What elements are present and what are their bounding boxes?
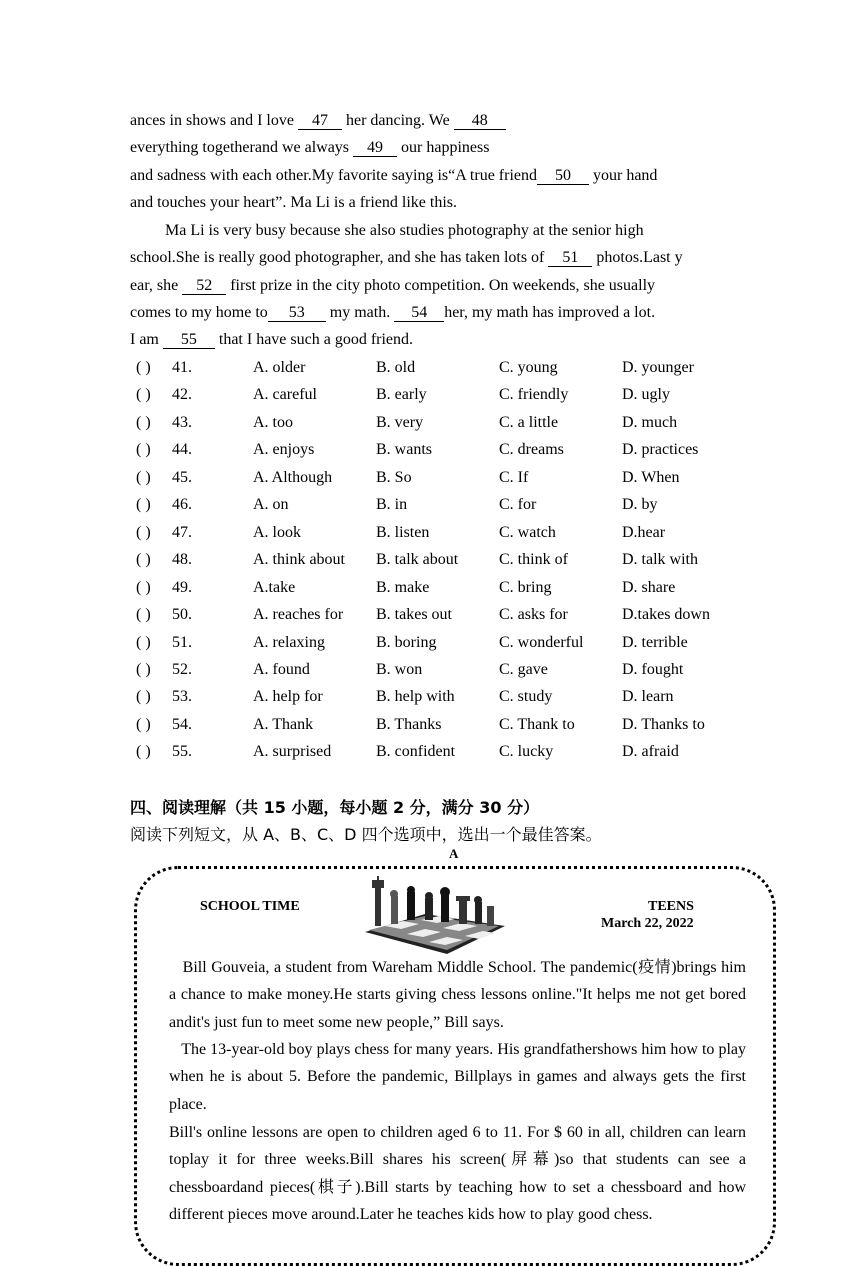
- blank-50: 50: [537, 168, 589, 185]
- line-text: I am: [130, 331, 163, 348]
- answer-parentheses: ( ): [136, 660, 151, 678]
- newsletter-date: March 22, 2022: [601, 916, 694, 931]
- option-a: A. surprised: [253, 743, 332, 761]
- option-c: C. young: [499, 359, 558, 376]
- question-number: 48.: [172, 551, 192, 569]
- option-c: C. dreams: [499, 441, 564, 459]
- question-number: 53.: [172, 688, 192, 706]
- option-a: A. too: [253, 413, 293, 431]
- option-d: D. Thanks to: [622, 715, 705, 733]
- option-a: A. found: [253, 660, 310, 678]
- question-number: 45.: [172, 468, 192, 486]
- option-b: B. confident: [376, 743, 456, 761]
- option-b: B. very: [376, 413, 424, 431]
- newsletter-paragraph-3: Bill's online lessons are open to children aged 6 to 11. For $ 60 in all, children can learn toplay it for three weeks.Bill shares his screen(屏幕)so that students can see a chessboardand pieces(棋子).Bill starts by teaching how to set a chessboard and how different pieces move around.Later he teaches kids how to play good chess.: [169, 1124, 746, 1224]
- option-a: A. help for: [253, 688, 323, 706]
- line-text: photos.Last y: [592, 249, 683, 266]
- question-number: 46.: [172, 496, 192, 514]
- option-b: B. boring: [376, 633, 437, 651]
- option-c: C. friendly: [499, 386, 569, 404]
- section-title: 四、阅读理解（共 15 小题，每小题 2 分，满分 30 分）: [130, 798, 540, 817]
- question-number: 55.: [172, 743, 192, 761]
- line-text: ear, she: [130, 277, 183, 294]
- answer-parentheses: ( ): [136, 688, 151, 706]
- option-c: C. bring: [499, 578, 552, 596]
- answer-parentheses: ( ): [136, 359, 151, 376]
- blank-54: 54: [394, 305, 444, 322]
- option-row: [130, 467, 750, 489]
- blank-53: 53: [268, 305, 326, 322]
- option-c: C. think of: [499, 551, 568, 569]
- passage-line-5: [165, 221, 644, 241]
- option-b: B. So: [376, 468, 412, 486]
- option-d: D. share: [622, 578, 676, 596]
- option-row: [130, 632, 750, 654]
- option-b: B. help with: [376, 688, 455, 706]
- newsletter-left-header: SCHOOL TIME: [200, 899, 300, 914]
- option-b: B. Thanks: [376, 715, 442, 733]
- blank-51: 51: [548, 250, 592, 267]
- option-c: C. watch: [499, 523, 556, 541]
- option-a: A. Although: [253, 468, 333, 486]
- option-b: B. takes out: [376, 606, 452, 624]
- passage-letter: A: [449, 846, 459, 861]
- passage-line-3: [130, 166, 657, 186]
- option-row: [130, 384, 750, 406]
- option-d: D. ugly: [622, 386, 670, 404]
- answer-parentheses: ( ): [136, 468, 151, 486]
- question-number: 52.: [172, 660, 192, 678]
- question-number: 54.: [172, 715, 192, 733]
- option-row: [130, 659, 750, 681]
- answer-parentheses: ( ): [136, 551, 151, 569]
- passage-line-6: [130, 248, 683, 268]
- answer-parentheses: ( ): [136, 413, 151, 431]
- option-a: A. relaxing: [253, 633, 325, 651]
- section-instruction: 阅读下列短文，从 A、B、C、D 四个选项中，选出一个最佳答案。: [130, 825, 602, 844]
- option-d: D. learn: [622, 688, 674, 706]
- line-text: first prize in the city photo competition. On weekends, she usually: [226, 277, 656, 294]
- option-d: D. younger: [622, 359, 694, 376]
- chessboard-image: [355, 874, 507, 956]
- option-a: A. careful: [253, 386, 317, 404]
- option-b: B. talk about: [376, 551, 459, 569]
- question-number: 51.: [172, 633, 192, 651]
- answer-parentheses: ( ): [136, 578, 151, 596]
- option-c: C. Thank to: [499, 715, 575, 733]
- passage-line-1: [130, 111, 506, 131]
- blank-49: 49: [353, 140, 397, 157]
- option-b: B. in: [376, 496, 408, 514]
- question-number: 44.: [172, 441, 192, 459]
- option-row: [130, 412, 750, 434]
- option-a: A. think about: [253, 551, 345, 569]
- option-b: B. won: [376, 660, 423, 678]
- line-text: our happiness: [397, 139, 490, 156]
- option-b: B. listen: [376, 523, 430, 541]
- option-row: [130, 549, 750, 571]
- answer-parentheses: ( ): [136, 743, 151, 761]
- answer-parentheses: ( ): [136, 715, 151, 733]
- question-number: 42.: [172, 386, 192, 404]
- option-d: D.hear: [622, 523, 666, 541]
- option-row: [130, 577, 750, 599]
- line-text: school.She is really good photographer, and she has taken lots of: [130, 249, 549, 266]
- option-row: [130, 604, 750, 626]
- option-b: B. make: [376, 578, 430, 596]
- option-d: D. much: [622, 413, 678, 431]
- option-c: C. gave: [499, 660, 548, 678]
- option-a: A. look: [253, 523, 301, 541]
- newsletter-right-header: TEENS: [648, 899, 694, 914]
- option-c: C. asks for: [499, 606, 568, 624]
- option-row: [130, 357, 750, 379]
- line-text: her, my math has improved a lot.: [444, 304, 656, 321]
- option-c: C. a little: [499, 413, 559, 431]
- line-text: comes to my home to: [130, 304, 268, 321]
- line-text: my math.: [325, 304, 395, 321]
- answer-parentheses: ( ): [136, 441, 151, 459]
- option-c: C. lucky: [499, 743, 554, 761]
- option-a: A. reaches for: [253, 606, 344, 624]
- option-a: A.take: [253, 578, 296, 596]
- line-text: ances in shows and I love: [130, 112, 298, 129]
- blank-48: 48: [454, 113, 506, 130]
- answer-parentheses: ( ): [136, 633, 151, 651]
- question-number: 47.: [172, 523, 192, 541]
- option-row: [130, 741, 750, 763]
- blank-55: 55: [163, 332, 215, 349]
- option-d: D. terrible: [622, 633, 688, 651]
- option-row: [130, 714, 750, 736]
- option-row: [130, 522, 750, 544]
- passage-line-2: [130, 138, 489, 158]
- option-c: C. for: [499, 496, 537, 514]
- option-b: B. early: [376, 386, 427, 404]
- option-d: D. practices: [622, 441, 699, 459]
- question-number: 41.: [172, 359, 192, 376]
- option-b: B. old: [376, 359, 416, 376]
- option-d: D. talk with: [622, 551, 698, 569]
- line-text: her dancing. We: [341, 112, 454, 129]
- option-row: [130, 686, 750, 708]
- newsletter-paragraph-2: The 13-year-old boy plays chess for many years. His grandfathershows him how to play when he is about 5. Before the pandemic, Billplays in games and always gets the first place.: [169, 1041, 746, 1113]
- passage-line-4: [130, 193, 457, 213]
- line-text: that I have such a good friend.: [214, 331, 414, 348]
- option-d: D. by: [622, 496, 658, 514]
- answer-parentheses: ( ): [136, 523, 151, 541]
- answer-parentheses: ( ): [136, 606, 151, 624]
- line-text: Ma Li is very busy because she also studies photography at the senior high: [165, 222, 644, 239]
- question-number: 43.: [172, 413, 192, 431]
- option-b: B. wants: [376, 441, 432, 459]
- newsletter-paragraph-1: Bill Gouveia, a student from Wareham Middle School. The pandemic(疫情)brings him a chance to make money.He starts giving chess lessons online."It helps me not get bored andit's just fun to meet some new people,” Bill says.: [169, 959, 746, 1031]
- option-row: [130, 494, 750, 516]
- option-d: D. fought: [622, 660, 684, 678]
- option-row: [130, 439, 750, 461]
- line-text: and touches your heart”. Ma Li is a friend like this.: [130, 194, 458, 211]
- option-a: A. older: [253, 359, 306, 376]
- blank-52: 52: [182, 278, 226, 295]
- option-d: D.takes down: [622, 606, 710, 624]
- option-a: A. enjoys: [253, 441, 315, 459]
- answer-parentheses: ( ): [136, 386, 151, 404]
- line-text: your hand: [589, 167, 658, 184]
- question-number: 49.: [172, 578, 192, 596]
- blank-47: 47: [298, 113, 342, 130]
- option-d: D. When: [622, 468, 680, 486]
- question-number: 50.: [172, 606, 192, 624]
- passage-line-9: [130, 330, 413, 350]
- passage-line-8: [130, 303, 655, 323]
- line-text: everything togetherand we always: [130, 139, 354, 156]
- answer-parentheses: ( ): [136, 496, 151, 514]
- option-a: A. Thank: [253, 715, 314, 733]
- option-a: A. on: [253, 496, 289, 514]
- option-d: D. afraid: [622, 743, 679, 761]
- passage-line-7: [130, 276, 655, 296]
- option-c: C. wonderful: [499, 633, 584, 651]
- option-c: C. If: [499, 468, 529, 486]
- line-text: and sadness with each other.My favorite saying is“A true friend: [130, 167, 537, 184]
- option-c: C. study: [499, 688, 553, 706]
